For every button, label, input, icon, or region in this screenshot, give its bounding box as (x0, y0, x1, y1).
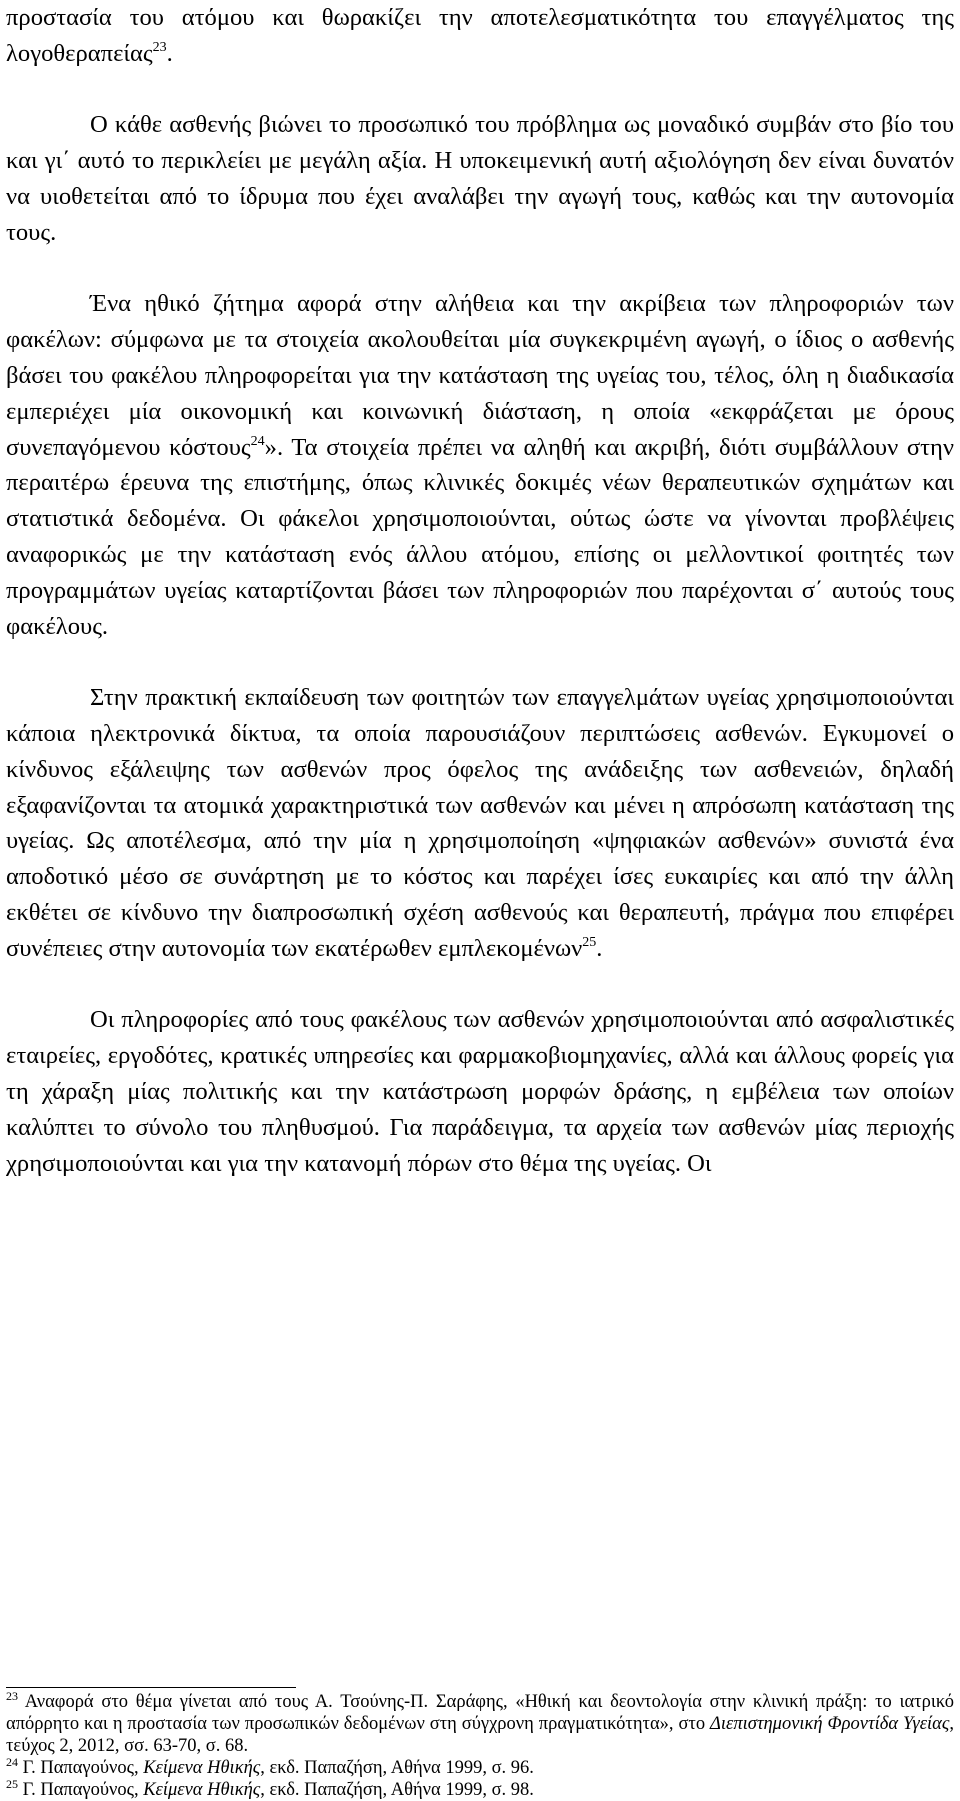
paragraph-gap (6, 251, 954, 287)
paragraph-4 (6, 680, 954, 966)
footnotes (6, 1691, 954, 1801)
footnote-25 (6, 1779, 954, 1801)
footnote-ref-25: 25 (582, 934, 597, 950)
paragraph-5 (6, 1002, 954, 1181)
footnote-separator (6, 1687, 296, 1688)
paragraph-text: Ένα ηθικό ζήτημα αφορά στην αλήθεια και την ακρίβεια των πληροφοριών των φακέλων: σύμφωνα με τα στοιχεία ακολουθείται μία συγκεκριμένη αγωγή, ο ίδιος ο ασθενής βάσει του φακέλου πληροφορείται για την κατάσταση της υγείας του, τέλος, όλη η διαδικασία εμπεριέχει μία οικονομική και κοινωνική διάσταση, η οποία «εκφράζεται με όρους συνεπαγόμενου κόστους (6, 290, 954, 461)
footnote-journal-title: Διεπιστημονική Φροντίδα Υγείας (710, 1714, 950, 1734)
footnote-24 (6, 1757, 954, 1779)
paragraph-tail: . (596, 934, 603, 962)
paragraph-text: Ο κάθε ασθενής βιώνει το προσωπικό του πρόβλημα ως μοναδικό συμβάν στο βίο του και γι΄ αυτό το περικλείει με μεγάλη αξία. Η υποκειμενική αυτή αξιολόγηση δεν είναι δυνατόν να υιοθετείται από το ίδρυμα που έχει αναλάβει την αγωγή τους, καθώς και την αυτονομία τους. (6, 111, 954, 246)
paragraph-3 (6, 286, 954, 644)
paragraph-text-continued: ». Τα στοιχεία πρέπει να αληθή και ακριβή, διότι συμβάλλουν στην περαιτέρω έρευνα της επιστήμης, όπως κλινικές δοκιμές νέων θεραπευτικών σχημάτων και στατιστικά δεδομένα. Οι φάκελοι χρησιμοποιούνται, ούτως ώστε να γίνονται προβλέψεις αναφορικώς με την κατάσταση ενός άλλου ατόμου, επίσης οι μελλοντικοί φοιτητές των προγραμμάτων υγείας καταρτίζονται βάσει των πληροφοριών που παρέχονται σ΄ αυτούς τους φακέλους. (6, 433, 955, 640)
footnote-ref-23: 23 (152, 39, 167, 55)
footnote-text-continued: , εκδ. Παπαζήση, Αθήνα 1999, σ. 96. (260, 1758, 534, 1778)
footnote-number: 25 (6, 1777, 18, 1791)
paragraph-text: Οι πληροφορίες από τους φακέλους των ασθενών χρησιμοποιούνται από ασφαλιστικές εταιρείες, εργοδότες, κρατικές υπηρεσίες και φαρμακοβιομηχανίες, αλλά και άλλους φορείς για τη χάραξη μίας πολιτικής και την κατάστρωση μορφών δράσης, η εμβέλεια των οποίων καλύπτει το σύνολο του πληθυσμού. Για παράδειγμα, τα αρχεία των ασθενών μίας περιοχής χρησιμοποιούνται και για την κατανομή πόρων στο θέμα της υγείας. Οι (6, 1006, 954, 1177)
paragraph-1 (6, 0, 954, 72)
footnote-text: Γ. Παπαγούνος, (18, 1780, 144, 1800)
paragraph-text: προστασία του ατόμου και θωρακίζει την αποτελεσματικότητα του επαγγέλματος της λογοθεραπείας (6, 4, 954, 67)
paragraph-text: Στην πρακτική εκπαίδευση των φοιτητών των επαγγελμάτων υγείας χρησιμοποιούνται κάποια ηλεκτρονικά δίκτυα, τα οποία παρουσιάζουν περιπτώσεις ασθενών. Εγκυμονεί ο κίνδυνος εξάλειψης των ασθενών προς όφελος της ανάδειξης των ασθενειών, δηλαδή εξαφανίζονται τα ατομικά χαρακτηριστικά των ασθενών και μένει η απρόσωπη κατάσταση της υγείας. Ως αποτέλεσμα, από την μία η χρησιμοποίηση «ψηφιακών ασθενών» συνιστά ένα αποδοτικό μέσο σε συνάρτηση με το κόστος και παρέχει ίσες ευκαιρίες και από την άλλη εκθέτει σε κίνδυνο την διαπροσωπική σχέση ασθενούς και θεραπευτή, πράγμα που επιφέρει συνέπειες στην αυτονομία των εκατέρωθεν εμπλεκομένων (6, 684, 954, 962)
paragraph-gap (6, 644, 954, 680)
paragraph-gap (6, 72, 954, 108)
footnote-text: Γ. Παπαγούνος, (18, 1758, 144, 1778)
footnote-number: 23 (6, 1689, 18, 1703)
paragraph-tail: . (166, 39, 173, 67)
footnote-book-title: Κείμενα Ηθικής (143, 1758, 261, 1778)
paragraph-gap (6, 967, 954, 1003)
footnote-book-title: Κείμενα Ηθικής (143, 1780, 261, 1800)
document-body (6, 0, 954, 1181)
footnote-text-continued: , εκδ. Παπαζήση, Αθήνα 1999, σ. 98. (260, 1780, 534, 1800)
paragraph-2 (6, 107, 954, 250)
footnote-number: 24 (6, 1755, 18, 1769)
footnote-23 (6, 1691, 954, 1757)
footnote-text-continued: , τεύχος 2, 2012, σσ. 63-70, σ. 68. (6, 1714, 954, 1756)
footnote-ref-24: 24 (250, 433, 265, 449)
footnote-text: Αναφορά στο θέμα γίνεται από τους Α. Τσούνης-Π. Σαράφης, «Ηθική και δεοντολογία στην κλινική πράξη: το ιατρικό απόρρητο και η προστασία των προσωπικών δεδομένων στη σύγχρονη πραγματικότητα», στο (6, 1692, 954, 1734)
